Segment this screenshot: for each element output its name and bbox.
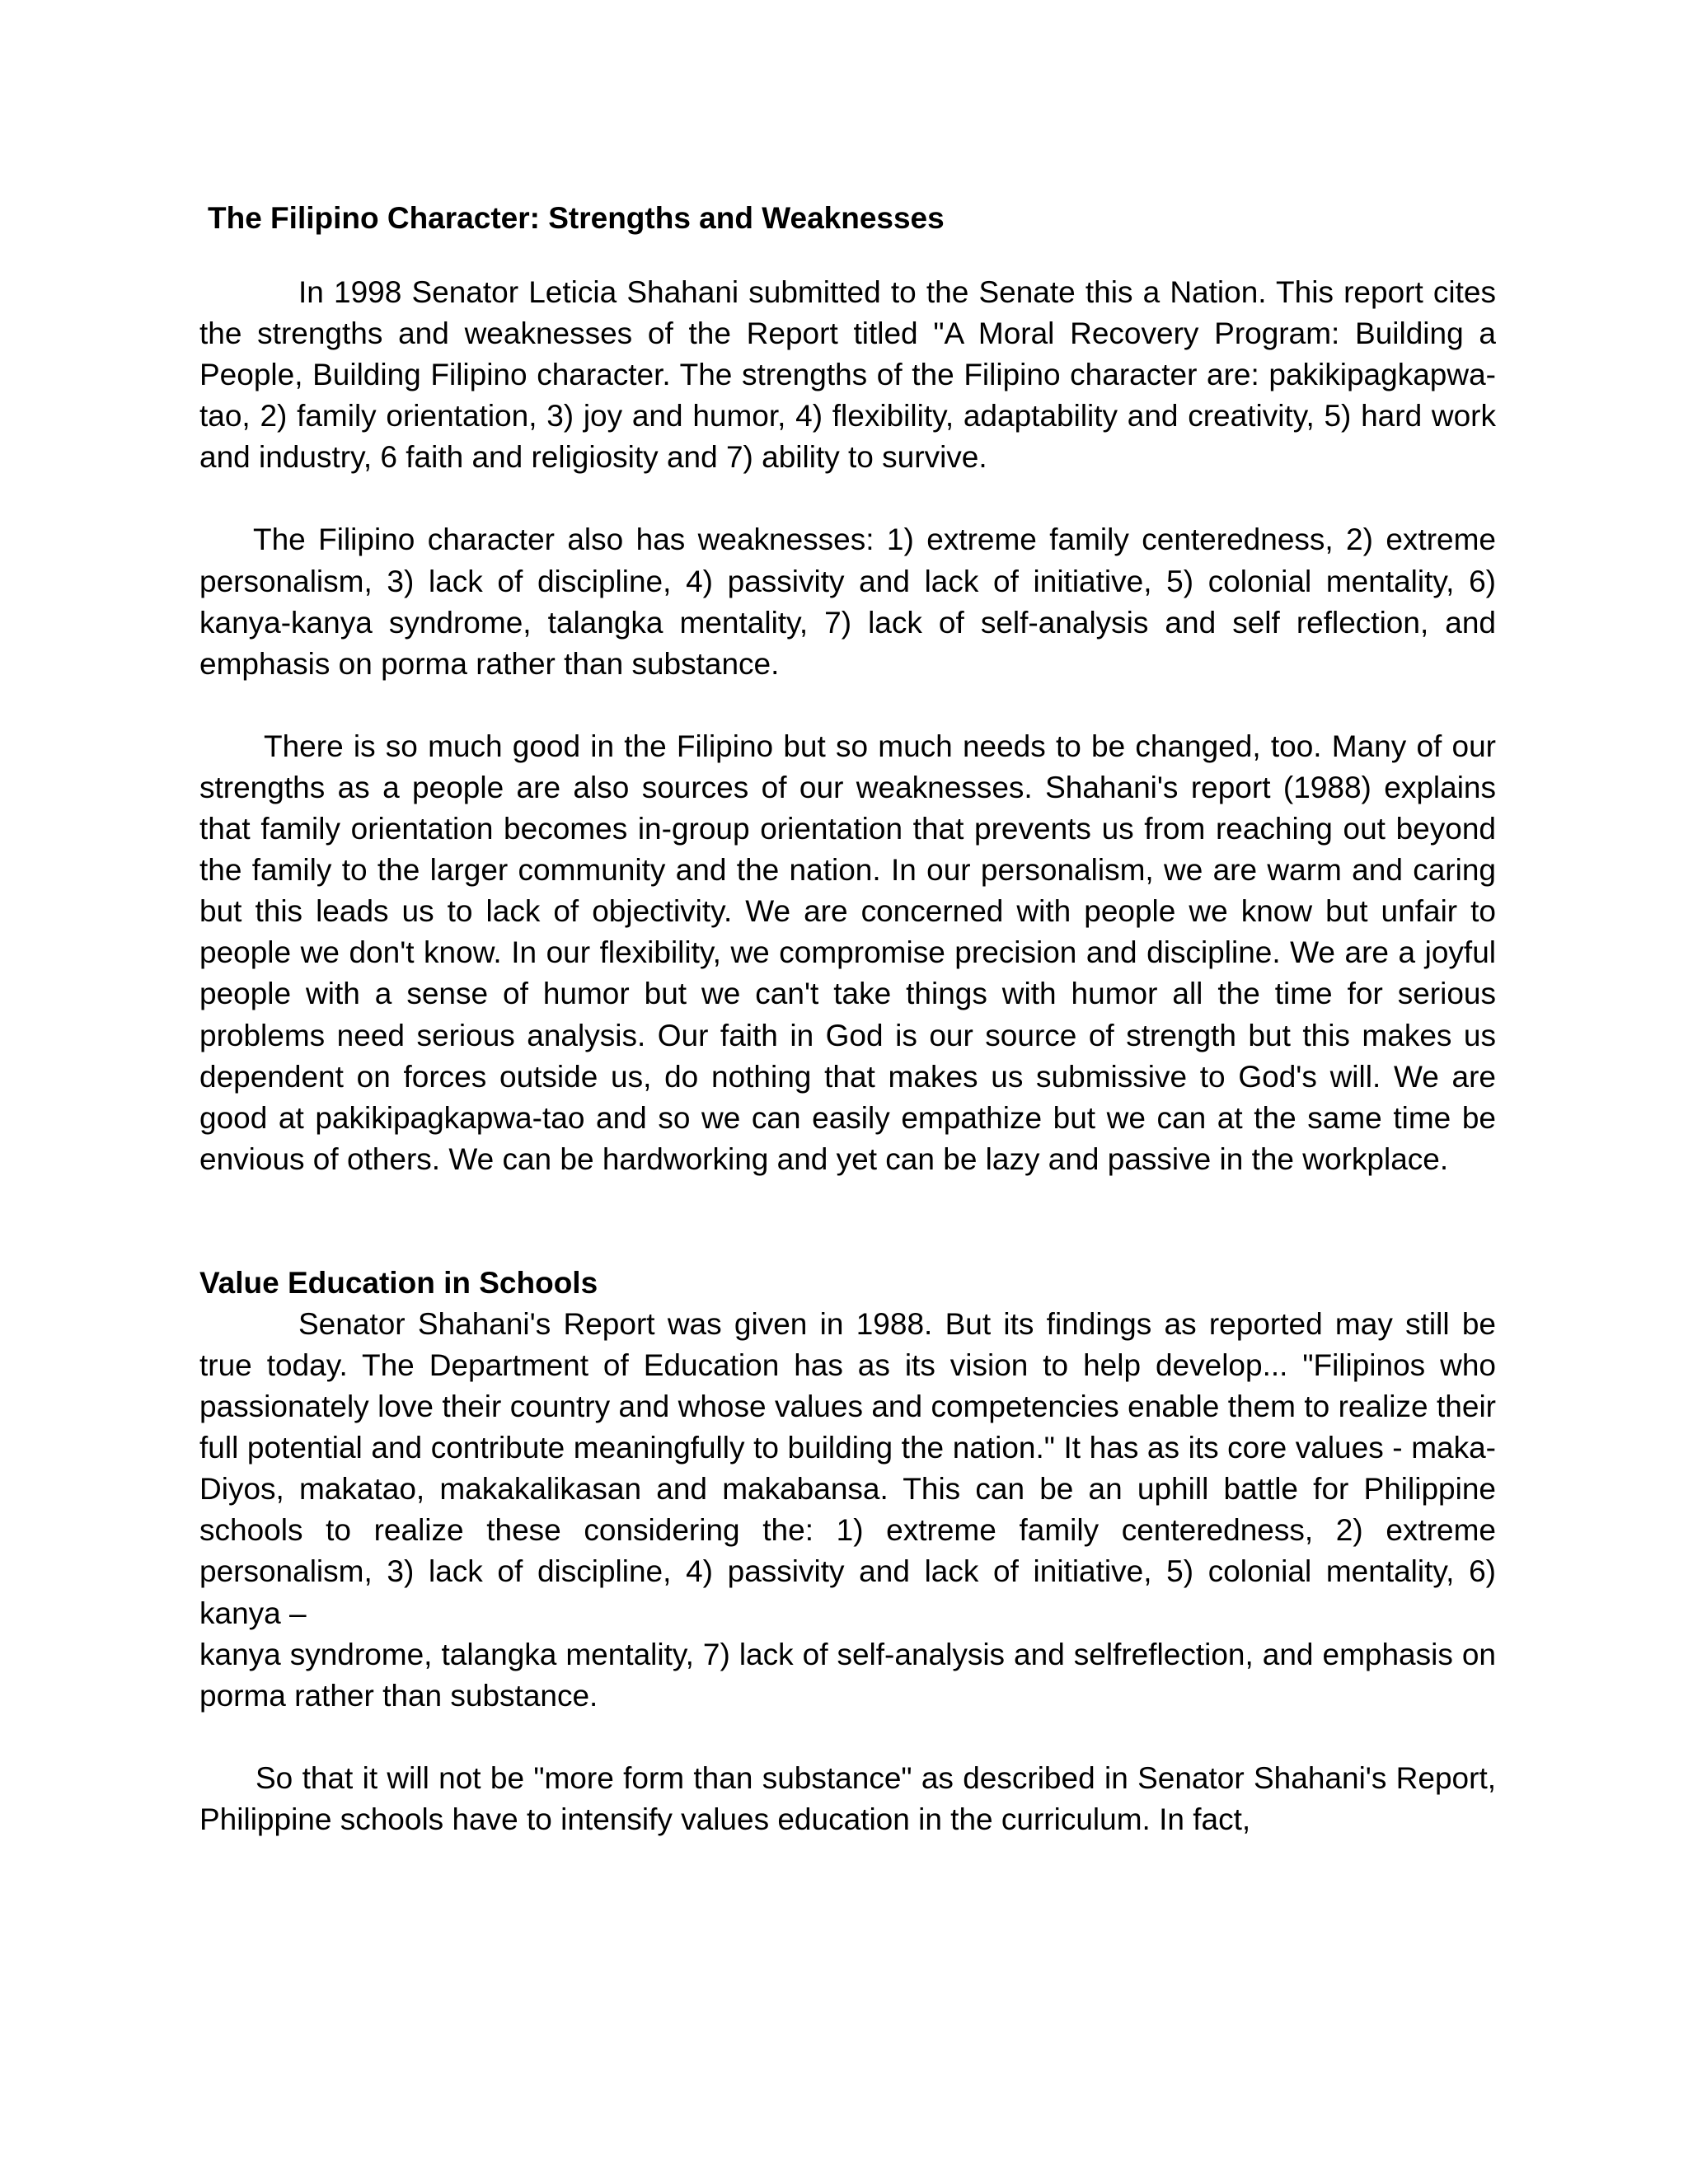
paragraph-weaknesses: The Filipino character also has weaknesses: 1) extreme family centeredness, 2) extreme personalism, 3) lack of discipline, 4) passivity and lack of initiative, 5) colonial mentality, 6) kanya-kanya syndrome, talangka mentality, 7) lack of self-analysis and self reflection, and emphasis on porma rather than substance. [199, 523, 1496, 681]
paragraph-intensify-values: So that it will not be "more form than substance" as described in Senator Shahani's Report, Philippine schools have to intensify values education in the curriculum. In fact, [199, 1760, 1496, 1836]
paragraph-analysis: There is so much good in the Filipino but so much needs to be changed, too. Many of our strengths as a people are also sources of our weaknesses. Shahani's report (1988) explains that family orientation becomes in-group orientation that prevents us from reaching out beyond the family to the larger community and the nation. In our personalism, we are warm and caring but this leads us to lack of objectivity. We are concerned with people we know but unfair to people we don't know. In our flexibility, we compromise precision and discipline. We are a joyful people with a sense of humor but we can't take things with humor all the time for serious problems need serious analysis. Our faith in God is our source of strength but this makes us dependent on forces outside us, do nothing that makes us submissive to God's will. We are good at pakikipagkapwa-tao and so we can easily empathize but we can at the same time be envious of others. We can be hardworking and yet can be lazy and passive in the workplace. [199, 729, 1496, 1176]
document-body [199, 198, 1496, 1840]
paragraph-strengths: In 1998 Senator Leticia Shahani submitted to the Senate this a Nation. This report cites the strengths and weaknesses of the Report titled "A Moral Recovery Program: Building a People, Building Filipino character. The strengths of the Filipino character are: pakikipagkapwa-tao, 2) family orientation, 3) joy and humor, 4) flexibility, adaptability and creativity, 5) hard work and industry, 6 faith and religiosity and 7) ability to survive. [199, 275, 1496, 475]
paragraph-deped-vision-continued: kanya syndrome, talangka mentality, 7) lack of self-analysis and selfreflection, and emphasis on porma rather than substance. [199, 1637, 1496, 1713]
document-title: The Filipino Character: Strengths and Weaknesses [208, 201, 945, 235]
paragraph-deped-vision: Senator Shahani's Report was given in 1988. But its findings as reported may still be true today. The Department of Education has as its vision to help develop... "Filipinos who passionately love their country and whose values and competencies enable them to realize their full potential and contribute meaningfully to building the nation." It has as its core values - maka-Diyos, makatao, makakalikasan and makabansa. This can be an uphill battle for Philippine schools to realize these considering the: 1) extreme family centeredness, 2) extreme personalism, 3) lack of discipline, 4) passivity and lack of initiative, 5) colonial mentality, 6) kanya – [199, 1306, 1496, 1630]
section-heading-value-education: Value Education in Schools [199, 1265, 598, 1300]
